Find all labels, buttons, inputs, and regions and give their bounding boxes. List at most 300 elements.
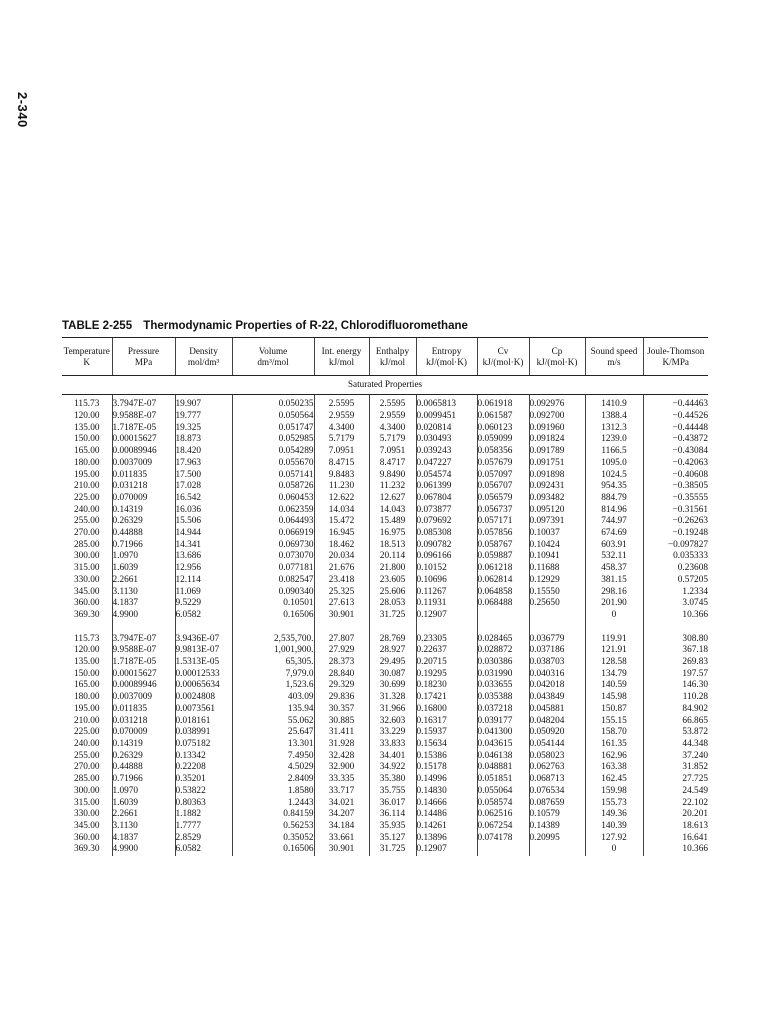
table-cell: 34.922 xyxy=(369,762,416,774)
table-cell: 0.12907 xyxy=(416,610,477,622)
table-cell: 2.5595 xyxy=(314,395,369,412)
table-cell: 308.80 xyxy=(643,634,708,646)
table-cell: 15.472 xyxy=(314,516,369,528)
spacer-cell xyxy=(314,622,369,634)
table-cell: 403.09 xyxy=(232,692,314,704)
table-cell: 0.71966 xyxy=(112,540,175,552)
table-cell: 0.050564 xyxy=(232,411,314,423)
table-cell: 315.00 xyxy=(73,563,100,574)
spacer-cell xyxy=(477,622,529,634)
table-cell: 23.605 xyxy=(369,575,416,587)
table-cell: 269.83 xyxy=(643,657,708,669)
table-cell: 27.807 xyxy=(314,634,369,646)
spacer-cell xyxy=(416,622,477,634)
table-cell: 0.0024808 xyxy=(175,692,232,704)
table-row xyxy=(62,598,708,610)
table-cell: 155.15 xyxy=(585,716,643,728)
table-cell: 30.357 xyxy=(314,704,369,716)
table-cell: 9.9813E-07 xyxy=(175,645,232,657)
table-cell: 0.091789 xyxy=(529,446,585,458)
table-cell: 34.207 xyxy=(314,809,369,821)
table-cell: 31.966 xyxy=(369,704,416,716)
table-cell: 0.054289 xyxy=(232,446,314,458)
table-row xyxy=(62,798,708,810)
table-cell: 0.067254 xyxy=(477,821,529,833)
table-cell: 0.030386 xyxy=(477,657,529,669)
table-cell: 0.074178 xyxy=(477,833,529,845)
table-cell: 0.035388 xyxy=(477,692,529,704)
spacer-cell xyxy=(232,622,314,634)
table-cell: 300.00 xyxy=(73,785,100,796)
table-cell: 0.093482 xyxy=(529,493,585,505)
table-row xyxy=(62,563,708,575)
table-cell: 0.061587 xyxy=(477,411,529,423)
spacer-cell xyxy=(529,622,585,634)
table-cell: 360.00 xyxy=(73,598,100,609)
table-cell: 7.4950 xyxy=(232,751,314,763)
table-cell: 0.045881 xyxy=(529,704,585,716)
table-cell: 285.00 xyxy=(73,774,100,785)
table-cell: 0.058023 xyxy=(529,751,585,763)
table-cell: 360.00 xyxy=(73,832,100,843)
table-cell: 33.717 xyxy=(314,786,369,798)
properties-table xyxy=(62,337,708,856)
table-cell: 0.057856 xyxy=(477,528,529,540)
table-cell: 0.44888 xyxy=(112,528,175,540)
table-cell: 12.956 xyxy=(175,563,232,575)
table-cell: 155.73 xyxy=(585,798,643,810)
table-cell: 0.14261 xyxy=(416,821,477,833)
table-cell: 37.240 xyxy=(643,751,708,763)
table-cell: 165.00 xyxy=(73,446,100,457)
table-cell: 1.5313E-05 xyxy=(175,657,232,669)
table-cell: 0.00065634 xyxy=(175,680,232,692)
table-cell: −0.43872 xyxy=(643,434,708,446)
table-cell: 0.26329 xyxy=(112,516,175,528)
column-header-name: Sound speed xyxy=(590,345,638,356)
table-cell: 0.14319 xyxy=(112,505,175,517)
column-header xyxy=(643,338,708,376)
table-cell: 298.16 xyxy=(585,587,643,599)
table-cell: 0.10424 xyxy=(529,540,585,552)
table-cell: 0.073070 xyxy=(232,551,314,563)
table-cell: 1,523.6 xyxy=(232,680,314,692)
table-cell: 381.15 xyxy=(585,575,643,587)
column-header xyxy=(62,338,112,376)
table-row xyxy=(62,434,708,446)
table-cell: 1.6039 xyxy=(112,563,175,575)
table-cell: 15.506 xyxy=(175,516,232,528)
table-cell: 0.0065813 xyxy=(416,395,477,412)
table-cell: 150.87 xyxy=(585,704,643,716)
table-cell: 0.091960 xyxy=(529,423,585,435)
table-number: TABLE 2-255 xyxy=(62,320,133,332)
table-cell: 0.11931 xyxy=(416,598,477,610)
table-cell: −0.44448 xyxy=(643,423,708,435)
column-header-unit: K/MPa xyxy=(662,356,690,367)
table-cell: 27.725 xyxy=(643,774,708,786)
column-header-unit: kJ/(mol·K) xyxy=(536,356,578,367)
table-cell: 18.873 xyxy=(175,434,232,446)
column-header-unit: kJ/mol xyxy=(379,356,405,367)
table-cell: 115.73 xyxy=(74,633,100,644)
table-cell: 0.092431 xyxy=(529,481,585,493)
table-cell: 35.935 xyxy=(369,821,416,833)
table-cell: 0.091898 xyxy=(529,470,585,482)
table-cell: 367.18 xyxy=(643,645,708,657)
table-cell: 66.865 xyxy=(643,716,708,728)
table-cell: 0.087659 xyxy=(529,798,585,810)
table-cell: 9.9588E-07 xyxy=(112,411,175,423)
table-row xyxy=(62,833,708,845)
table-cell: 14.944 xyxy=(175,528,232,540)
table-cell: 0.051747 xyxy=(232,423,314,435)
column-header-unit: kJ/(mol·K) xyxy=(482,356,524,367)
table-cell: 0.037186 xyxy=(529,645,585,657)
table-cell: 27.613 xyxy=(314,598,369,610)
table-cell: 5.7179 xyxy=(314,434,369,446)
table-cell: 0.11267 xyxy=(416,587,477,599)
table-cell: 20.114 xyxy=(369,551,416,563)
table-cell: 4.9900 xyxy=(112,610,175,622)
table-cell: 7,979.0 xyxy=(232,669,314,681)
table-cell: 1166.5 xyxy=(585,446,643,458)
table-cell: 0.0037009 xyxy=(112,458,175,470)
column-header xyxy=(585,338,643,376)
table-cell: 0.067804 xyxy=(416,493,477,505)
table-cell: 0.80363 xyxy=(175,798,232,810)
column-header xyxy=(369,338,416,376)
table-cell: 19.325 xyxy=(175,423,232,435)
table-cell: 0.23608 xyxy=(643,563,708,575)
table-cell: 0.035333 xyxy=(643,551,708,563)
table-cell: 31.328 xyxy=(369,692,416,704)
table-cell: 19.907 xyxy=(175,395,232,412)
table-cell: 0.037218 xyxy=(477,704,529,716)
table-row xyxy=(62,774,708,786)
table-cell: 12.622 xyxy=(314,493,369,505)
table-cell: 3.9436E-07 xyxy=(175,634,232,646)
table-cell: −0.31561 xyxy=(643,505,708,517)
page-number: 2-340 xyxy=(15,92,30,128)
table-cell: 0.22637 xyxy=(416,645,477,657)
table-cell: 0.095120 xyxy=(529,505,585,517)
table-cell: 14.341 xyxy=(175,540,232,552)
table-cell: 0.076534 xyxy=(529,786,585,798)
table-cell: 0.082547 xyxy=(232,575,314,587)
table-cell: 0.57205 xyxy=(643,575,708,587)
table-row xyxy=(62,727,708,739)
table-cell: 0.19295 xyxy=(416,669,477,681)
table-cell: 0.062814 xyxy=(477,575,529,587)
table-cell: 18.462 xyxy=(314,540,369,552)
column-header-name: Int. energy xyxy=(321,345,362,356)
table-cell: 145.98 xyxy=(585,692,643,704)
table-row xyxy=(62,844,708,856)
table-cell: 120.00 xyxy=(73,645,100,656)
table-cell: 0.073877 xyxy=(416,505,477,517)
table-cell: 210.00 xyxy=(73,715,100,726)
table-cell: 28.840 xyxy=(314,669,369,681)
table-cell: 0.046138 xyxy=(477,751,529,763)
column-header-unit: m/s xyxy=(607,356,621,367)
table-cell: 345.00 xyxy=(73,586,100,597)
table-cell: 0.13896 xyxy=(416,833,477,845)
table-cell: 19.777 xyxy=(175,411,232,423)
table-cell: 35.127 xyxy=(369,833,416,845)
table-cell: 4.5029 xyxy=(232,762,314,774)
table-cell: 0.10037 xyxy=(529,528,585,540)
table-cell: 0.056579 xyxy=(477,493,529,505)
table-cell: 1.2443 xyxy=(232,798,314,810)
column-header-name: Density xyxy=(189,345,218,356)
table-cell: 16.036 xyxy=(175,505,232,517)
table-cell: 0.15937 xyxy=(416,727,477,739)
table-cell: 30.901 xyxy=(314,844,369,856)
table-cell: 0.14389 xyxy=(529,821,585,833)
table-cell: 9.9588E-07 xyxy=(112,645,175,657)
table-cell: 7.0951 xyxy=(369,446,416,458)
table-cell: 11.232 xyxy=(369,481,416,493)
table-row xyxy=(62,762,708,774)
table-cell: 120.00 xyxy=(73,411,100,421)
table-cell: 0.056707 xyxy=(477,481,529,493)
table-cell: 31.725 xyxy=(369,610,416,622)
table-cell: 0.011835 xyxy=(112,704,175,716)
table-cell: 0.26329 xyxy=(112,751,175,763)
table-cell: −0.26263 xyxy=(643,516,708,528)
table-cell: 12.627 xyxy=(369,493,416,505)
table-cell: 3.0745 xyxy=(643,598,708,610)
table-cell: 0.042018 xyxy=(529,680,585,692)
table-cell: 31.725 xyxy=(369,844,416,856)
table-cell: 1239.0 xyxy=(585,434,643,446)
table-cell: −0.43084 xyxy=(643,446,708,458)
table-cell: 10.366 xyxy=(643,844,708,856)
table-cell: 0.10696 xyxy=(416,575,477,587)
table-cell: 18.613 xyxy=(643,821,708,833)
table-cell: 0.84159 xyxy=(232,809,314,821)
table-cell: 12.114 xyxy=(175,575,232,587)
table-cell: 0.075182 xyxy=(175,739,232,751)
table-cell: 2.8409 xyxy=(232,774,314,786)
table-cell: 197.57 xyxy=(643,669,708,681)
table-cell: 240.00 xyxy=(73,738,100,749)
table-cell: 149.36 xyxy=(585,809,643,821)
table-row xyxy=(62,493,708,505)
table-cell: 315.00 xyxy=(73,797,100,808)
column-header xyxy=(416,338,477,376)
table-cell: 165.00 xyxy=(73,680,100,691)
column-header-name: Joule-Thomson xyxy=(647,345,705,356)
table-cell: 270.00 xyxy=(73,762,100,773)
table-cell: 0.17421 xyxy=(416,692,477,704)
table-cell: 0.028465 xyxy=(477,634,529,646)
table-cell: 0.12929 xyxy=(529,575,585,587)
table-cell: 1024.5 xyxy=(585,470,643,482)
table-cell: 0.18230 xyxy=(416,680,477,692)
table-cell: 1.6039 xyxy=(112,798,175,810)
table-cell: 0.041300 xyxy=(477,727,529,739)
table-cell: 11.069 xyxy=(175,587,232,599)
table-cell: 814.96 xyxy=(585,505,643,517)
column-header xyxy=(175,338,232,376)
table-cell: 3.1130 xyxy=(112,587,175,599)
table-cell: 33.229 xyxy=(369,727,416,739)
table-cell: 0.070009 xyxy=(112,727,175,739)
table-cell: 33.335 xyxy=(314,774,369,786)
table-cell: 0.0037009 xyxy=(112,692,175,704)
table-cell: −0.42063 xyxy=(643,458,708,470)
table-cell: 532.11 xyxy=(585,551,643,563)
table-cell: 9.8490 xyxy=(369,470,416,482)
table-cell: 8.4715 xyxy=(314,458,369,470)
table-cell: 0.064858 xyxy=(477,587,529,599)
table-cell: −0.44526 xyxy=(643,411,708,423)
table-row xyxy=(62,516,708,528)
section-label: Saturated Properties xyxy=(62,376,708,395)
table-row xyxy=(62,575,708,587)
table-cell: 0.018161 xyxy=(175,716,232,728)
table-cell: 884.79 xyxy=(585,493,643,505)
table-cell: 0.057679 xyxy=(477,458,529,470)
table-cell: 0.054144 xyxy=(529,739,585,751)
table-row xyxy=(62,481,708,493)
table-cell: 30.087 xyxy=(369,669,416,681)
table-cell: 255.00 xyxy=(73,516,100,527)
table-cell: 33.661 xyxy=(314,833,369,845)
table-cell: 0.10579 xyxy=(529,809,585,821)
table-cell: 0.13342 xyxy=(175,751,232,763)
table-cell: 270.00 xyxy=(73,528,100,539)
table-cell: 0.091751 xyxy=(529,458,585,470)
table-cell: 0.00015627 xyxy=(112,434,175,446)
table-cell: 4.9900 xyxy=(112,844,175,856)
table-cell: 0.038703 xyxy=(529,657,585,669)
table-cell: 1.0970 xyxy=(112,551,175,563)
table-cell: 33.833 xyxy=(369,739,416,751)
table-cell: 0.35201 xyxy=(175,774,232,786)
table-cell: 0.15634 xyxy=(416,739,477,751)
table-cell: 0.092976 xyxy=(529,395,585,412)
table-cell: 0.040316 xyxy=(529,669,585,681)
table-cell: 0.71966 xyxy=(112,774,175,786)
table-cell: 30.699 xyxy=(369,680,416,692)
table-cell: 0.055064 xyxy=(477,786,529,798)
table-cell: 2,535,700. xyxy=(232,634,314,646)
table-cell: 5.7179 xyxy=(369,434,416,446)
table-cell: 0.060453 xyxy=(232,493,314,505)
table-cell: 0.53822 xyxy=(175,786,232,798)
table-cell: 0 xyxy=(585,610,643,622)
table-cell: 0.033655 xyxy=(477,680,529,692)
table-row xyxy=(62,610,708,622)
column-header-name: Pressure xyxy=(127,345,160,356)
table-cell: 161.35 xyxy=(585,739,643,751)
table-cell: 0.066919 xyxy=(232,528,314,540)
table-cell xyxy=(529,844,585,856)
table-cell: 18.513 xyxy=(369,540,416,552)
table-row xyxy=(62,809,708,821)
table-row xyxy=(62,634,708,646)
table-cell: 0.048204 xyxy=(529,716,585,728)
table-cell: 13.301 xyxy=(232,739,314,751)
table-cell: 240.00 xyxy=(73,504,100,515)
table-cell: 31.411 xyxy=(314,727,369,739)
table-cell: 140.39 xyxy=(585,821,643,833)
table-cell: 0.00012533 xyxy=(175,669,232,681)
table-cell: 36.017 xyxy=(369,798,416,810)
table-cell: 0.16506 xyxy=(232,610,314,622)
table-cell: 674.69 xyxy=(585,528,643,540)
table-cell: 34.401 xyxy=(369,751,416,763)
table-cell: 17.963 xyxy=(175,458,232,470)
table-row xyxy=(62,669,708,681)
table-cell: 162.96 xyxy=(585,751,643,763)
table-cell: 0.11688 xyxy=(529,563,585,575)
table-cell: 0.0073561 xyxy=(175,704,232,716)
table-cell: 0.090340 xyxy=(232,587,314,599)
table-cell: 23.418 xyxy=(314,575,369,587)
table-cell: 1.2334 xyxy=(643,587,708,599)
table-cell: 180.00 xyxy=(73,457,100,468)
table-cell: 30.901 xyxy=(314,610,369,622)
spacer-cell xyxy=(585,622,643,634)
table-cell: 180.00 xyxy=(73,692,100,703)
column-header-name: Entropy xyxy=(431,345,462,356)
table-cell: −0.40608 xyxy=(643,470,708,482)
table-cell: 1388.4 xyxy=(585,411,643,423)
column-header-unit: kJ/mol xyxy=(328,356,354,367)
table-cell: 0.061918 xyxy=(477,395,529,412)
table-cell: 1.7777 xyxy=(175,821,232,833)
column-header xyxy=(314,338,369,376)
table-cell xyxy=(477,844,529,856)
table-cell: 6.0582 xyxy=(175,610,232,622)
table-cell: 36.114 xyxy=(369,809,416,821)
table-cell: 135.00 xyxy=(73,422,100,433)
column-header-unit: dm³/mol xyxy=(257,356,289,367)
column-header-name: Volume xyxy=(258,345,288,356)
table-cell: 0.058726 xyxy=(232,481,314,493)
table-row xyxy=(62,551,708,563)
table-cell: 119.91 xyxy=(585,634,643,646)
table-cell: 150.00 xyxy=(73,434,100,445)
table-cell: 8.4717 xyxy=(369,458,416,470)
table-row xyxy=(62,587,708,599)
table-cell: 2.2661 xyxy=(112,809,175,821)
table-cell: 0.077181 xyxy=(232,563,314,575)
table-cell: 128.58 xyxy=(585,657,643,669)
table-cell: 0.057097 xyxy=(477,470,529,482)
table-cell: 0.052985 xyxy=(232,434,314,446)
table-cell: 0.16506 xyxy=(232,844,314,856)
table-cell: 34.184 xyxy=(314,821,369,833)
table-row xyxy=(62,446,708,458)
table-cell: 0.062359 xyxy=(232,505,314,517)
table-cell: 458.37 xyxy=(585,563,643,575)
table-cell: 1095.0 xyxy=(585,458,643,470)
table-cell: 4.3400 xyxy=(369,423,416,435)
table-header xyxy=(62,338,708,376)
table-cell: 0.068488 xyxy=(477,598,529,610)
table-cell: 0.096166 xyxy=(416,551,477,563)
table-cell: 6.0582 xyxy=(175,844,232,856)
table-cell: −0.19248 xyxy=(643,528,708,540)
table-cell: 1.0970 xyxy=(112,786,175,798)
table-cell: 0.14666 xyxy=(416,798,477,810)
table-cell: 195.00 xyxy=(73,469,100,480)
